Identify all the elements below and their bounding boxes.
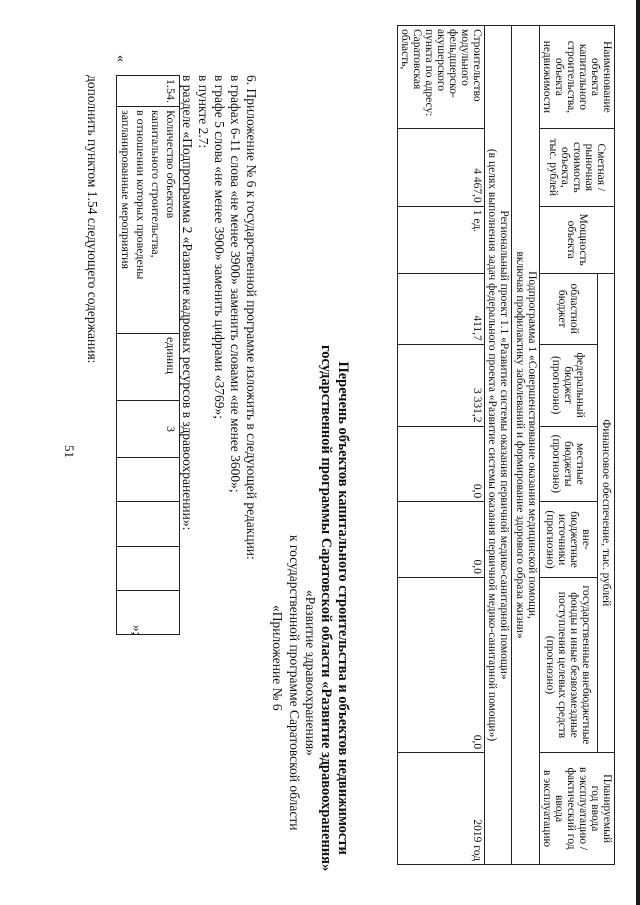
- header-line: рыночная: [582, 143, 595, 192]
- header-line: Наименование: [601, 41, 613, 113]
- subprogram-line: Подпрограмма 1 «Совершенствование оказания медицинской помощи,: [525, 271, 538, 619]
- indicator-empty: [117, 458, 180, 502]
- extrabudget-cell: 0,0: [397, 502, 484, 578]
- indicator-name: [117, 107, 180, 334]
- header-line: местные: [574, 442, 587, 485]
- local-cell: 0,0: [397, 426, 484, 502]
- header-line: бюджет: [556, 289, 569, 328]
- col-state-funds: [539, 577, 597, 752]
- columns6-11-line: в графах 6-11 слова «не менее 3900» заменить словами «не менее 3600»;: [228, 75, 243, 493]
- project-cell: [485, 26, 512, 865]
- header-line: в эксплуатацию /: [576, 766, 589, 851]
- header-line: фонды и иные безвозмездные: [568, 592, 581, 738]
- indicator-value: 3: [117, 401, 180, 458]
- header-line: бюджеты: [562, 441, 575, 487]
- project-line: Региональный проект 1.1 «Развитие системы оказания первичной медико-санитарной помощи»: [498, 210, 511, 680]
- indicator-number: 1.54.: [117, 76, 180, 107]
- header-line: федеральный: [574, 352, 587, 418]
- document-title: [317, 345, 351, 871]
- cell-line: Саратовская область,: [399, 29, 424, 90]
- table-row: [397, 26, 484, 865]
- estimated-cost-cell: 4 467,0: [397, 128, 484, 206]
- appendix-header-line: к государственной программе Саратовской области: [287, 535, 302, 831]
- subprogram-row: [512, 26, 539, 865]
- header-line: (прогнозно): [544, 510, 557, 569]
- scan-edge: [636, 0, 640, 905]
- header-line: бюджет: [562, 366, 575, 404]
- indicator-table: [116, 75, 180, 635]
- header-line: объекта капитального: [576, 43, 601, 110]
- table-open-quote: «: [113, 55, 128, 62]
- header-line: вне-: [580, 529, 593, 550]
- header-line: стоимость: [570, 142, 583, 193]
- document-title-line: Перечень объектов капитального строительства и объектов недвижимости: [335, 361, 351, 855]
- table-close-quote: »;: [130, 625, 145, 636]
- indicator-row: [117, 76, 180, 635]
- cell-line: пункта по адресу:: [423, 29, 436, 117]
- document-title-line: государственной программы Саратовской области «Развитие здравоохранения»: [318, 345, 334, 872]
- col-federal-budget: [539, 344, 597, 426]
- header-line: Сметная /: [594, 143, 607, 192]
- col-object-name: [539, 26, 614, 129]
- header-line: год ввода: [588, 785, 601, 832]
- indicator-name-line: в отношении которых проведены: [134, 110, 148, 280]
- appendix-header-title: «Приложение № 6: [270, 605, 285, 711]
- capacity-cell: 1 ед.: [397, 206, 484, 273]
- col-planned-year: [539, 753, 614, 865]
- indicator-empty: [117, 546, 180, 590]
- cell-line: фельдшерско-: [447, 29, 460, 98]
- header-line: областной: [568, 283, 581, 334]
- cell-line: Строительство: [471, 29, 484, 102]
- header-line: бюджетные: [568, 511, 581, 568]
- page-number: 51: [62, 445, 77, 458]
- state-funds-cell: 0,0: [397, 577, 484, 752]
- appendix-line: 6. Приложение № 6 к государственной программе изложить в следующей редакции:: [244, 75, 259, 560]
- header-line: (прогнозно): [544, 635, 557, 695]
- indicator-unit: единиц: [117, 334, 180, 401]
- header-line: тыс. рублей: [546, 138, 559, 196]
- item-line: в пункте 2.7:: [196, 75, 211, 149]
- header-line: недвижимости: [540, 40, 553, 114]
- indicator-name-line: запланированные мероприятия: [119, 110, 133, 270]
- col-local-budgets: [539, 426, 597, 502]
- header-line: объекта,: [558, 146, 571, 188]
- header-line: поступления целевых средств: [556, 591, 569, 739]
- column5-line: в графе 5 слова «не менее 3900» заменить цифрами «3769»;: [212, 75, 227, 419]
- cell-line: акушерского: [435, 29, 448, 92]
- subprogram-cell: [512, 26, 539, 865]
- federal-cell: 3 331,2: [397, 344, 484, 426]
- object-name-cell: [397, 26, 484, 129]
- col-estimated-cost: [539, 128, 614, 206]
- indicator-empty: [117, 590, 180, 634]
- header-line: (прогнозно): [550, 434, 563, 494]
- planned-year-cell: 2019 год: [397, 753, 484, 865]
- intro-line: дополнить пунктом 1.54 следующего содержания:: [85, 75, 100, 364]
- col-financing: Финансовое обеспечение, тыс. рублей: [597, 273, 614, 752]
- project-line: (в целях выполнения задач федерального проекта «Развитие системы оказания первичной медико-санитарной помощи»): [486, 148, 499, 742]
- cell-line: модульного: [459, 29, 472, 86]
- header-line: (прогнозно): [550, 355, 563, 415]
- appendix-header-line: «Развитие здравоохранения»: [303, 590, 318, 756]
- col-capacity: [539, 206, 614, 273]
- indicator-empty: [117, 502, 180, 546]
- subprogram-line: включая профилактику заболеваний и формирование здорового образа жизни»: [513, 251, 526, 639]
- indicator-name-line: Количество объектов: [164, 110, 178, 219]
- section-line: в разделе «Подпрограмма 2 «Развитие кадровых ресурсов в здравоохранении»:: [180, 75, 195, 531]
- header-line: строительства,: [564, 40, 577, 114]
- header-line: объекта: [552, 57, 565, 96]
- project-row: [485, 26, 512, 865]
- header-line: объекта: [564, 220, 577, 259]
- capital-objects-table: [397, 25, 615, 865]
- indicator-name-line: капитального строительства,: [149, 110, 163, 258]
- header-line: в эксплуатацию: [540, 769, 553, 848]
- col-extra-budget: [539, 502, 597, 578]
- regional-cell: 411,7: [397, 273, 484, 344]
- header-line: государственные внебюджетные: [580, 585, 593, 745]
- header-line: Мощность: [576, 213, 589, 266]
- header-line: фактический год ввода: [552, 767, 577, 850]
- col-regional-budget: [539, 273, 597, 344]
- rotated-page-content: [0, 15, 625, 895]
- header-line: источники: [556, 513, 569, 566]
- header-line: Планируемый: [601, 774, 613, 843]
